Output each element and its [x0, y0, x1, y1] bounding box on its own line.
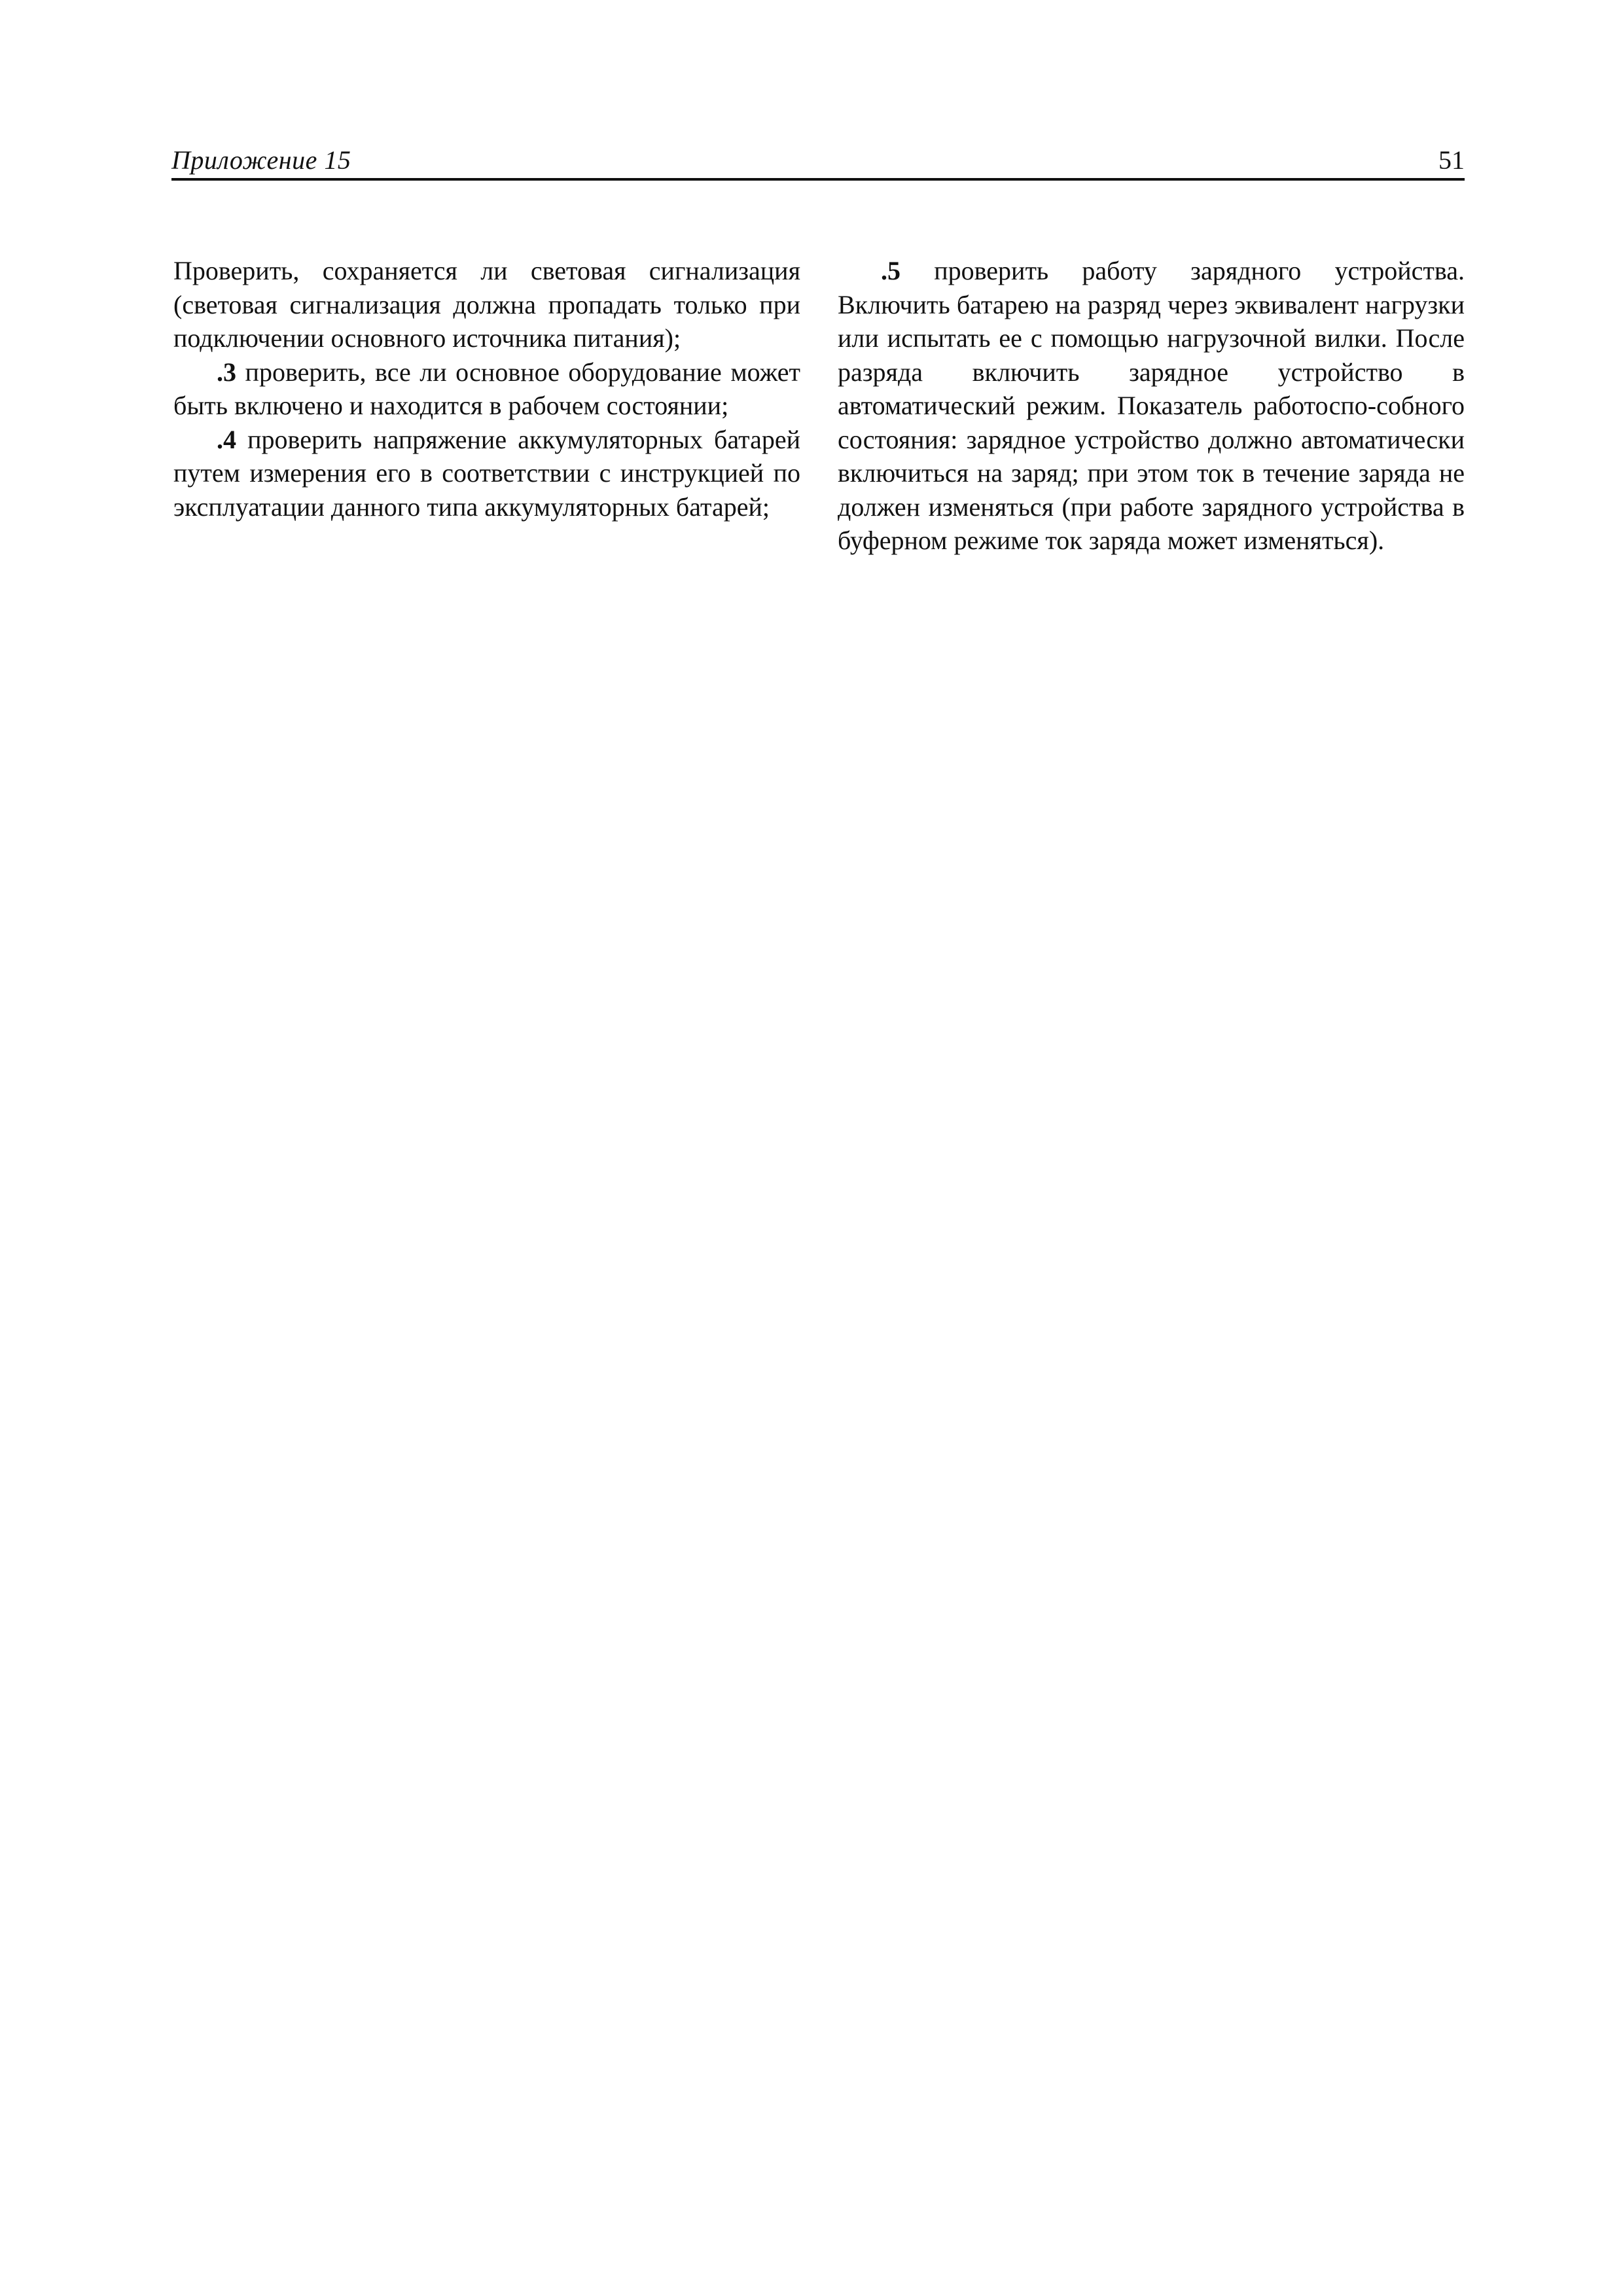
item-text: проверить напряжение аккумуляторных батарей путем измерения его в соответствии с инструкцией по эксплуатации данного типа аккумуляторных батарей;	[173, 424, 800, 522]
item-text: проверить, все ли основное оборудование может быть включено и находится в рабочем состоянии;	[173, 357, 800, 420]
right-column	[838, 254, 1465, 558]
item-text: проверить работу зарядного устройства. Включить батарею на разряд через эквивалент нагрузки или испытать ее с помощью нагрузочной вилки. После разряда включить зарядное устройство в автоматический режим. Показатель работоспо-собного состояния: зарядное устройство должно автоматически включиться на заряд; при этом ток в течение заряда не должен изменяться (при работе зарядного устройства в буферном режиме ток заряда может изменяться).	[838, 256, 1465, 555]
paragraph-item-3	[173, 355, 800, 423]
page-header	[171, 140, 1465, 181]
paragraph-item-5	[838, 254, 1465, 558]
item-number: .4	[217, 424, 236, 454]
header-title: Приложение 15	[171, 145, 351, 175]
paragraph-item-4	[173, 423, 800, 524]
page-number: 51	[1438, 145, 1465, 175]
item-number: .3	[217, 357, 236, 387]
left-column	[173, 254, 800, 524]
paragraph-light-signal-check: Проверить, сохраняется ли световая сигнализация (световая сигнализация должна пропадать только при подключении основного источника питания);	[173, 256, 800, 353]
item-number: .5	[881, 256, 901, 285]
